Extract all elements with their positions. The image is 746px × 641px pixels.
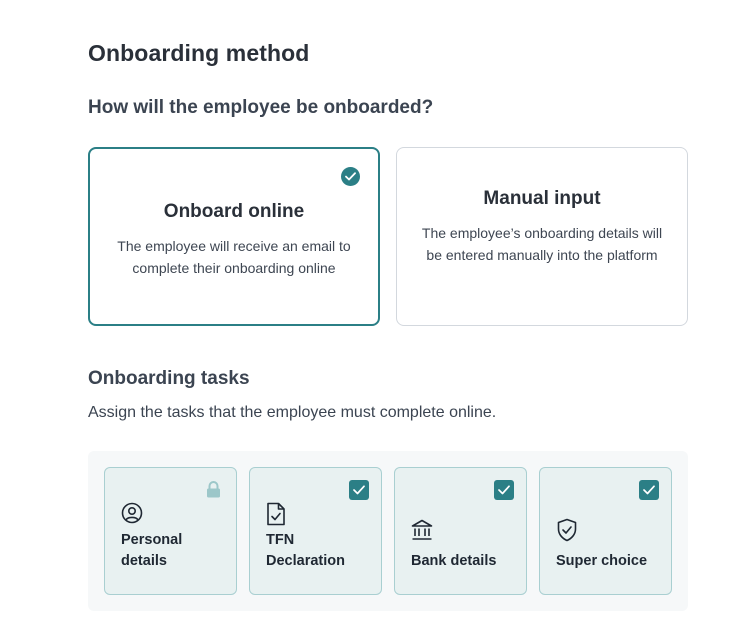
- task-label-super-choice: Super choice: [556, 553, 648, 569]
- checkbox-checked-icon[interactable]: [349, 480, 369, 500]
- onboard-online-title: Onboard online: [163, 200, 305, 222]
- task-label-tfn-declaration: TFN Declaration: [266, 532, 345, 569]
- task-personal-details[interactable]: [104, 467, 237, 595]
- task-label-bank-details: Bank details: [411, 553, 497, 569]
- onboarding-tasks-description: Assign the tasks that the employee must complete online.: [88, 404, 497, 421]
- task-label-personal-details: Personal details: [121, 532, 183, 569]
- task-tfn-declaration[interactable]: [249, 467, 382, 595]
- onboarding-question: How will the employee be onboarded?: [88, 97, 434, 118]
- bank-icon: [411, 519, 433, 546]
- tasks-panel: [88, 451, 688, 611]
- manual-input-option[interactable]: [396, 147, 688, 326]
- document-check-icon: [266, 502, 286, 531]
- selected-check-icon: [341, 167, 360, 186]
- manual-input-title: Manual input: [483, 187, 601, 209]
- onboarding-tasks-heading: Onboarding tasks: [88, 368, 250, 389]
- manual-input-description: The employee’s onboarding details will be entered manually into the platform: [421, 224, 663, 263]
- task-bank-details[interactable]: [394, 467, 527, 595]
- task-super-choice[interactable]: [539, 467, 672, 595]
- checkbox-checked-icon[interactable]: [639, 480, 659, 500]
- user-circle-icon: [121, 502, 143, 529]
- shield-check-icon: [556, 518, 578, 547]
- onboard-online-description: The employee will receive an email to complete their onboarding online: [117, 237, 351, 276]
- lock-icon: [206, 481, 221, 503]
- onboard-online-option[interactable]: [88, 147, 380, 326]
- page-title: Onboarding method: [88, 40, 310, 66]
- checkbox-checked-icon[interactable]: [494, 480, 514, 500]
